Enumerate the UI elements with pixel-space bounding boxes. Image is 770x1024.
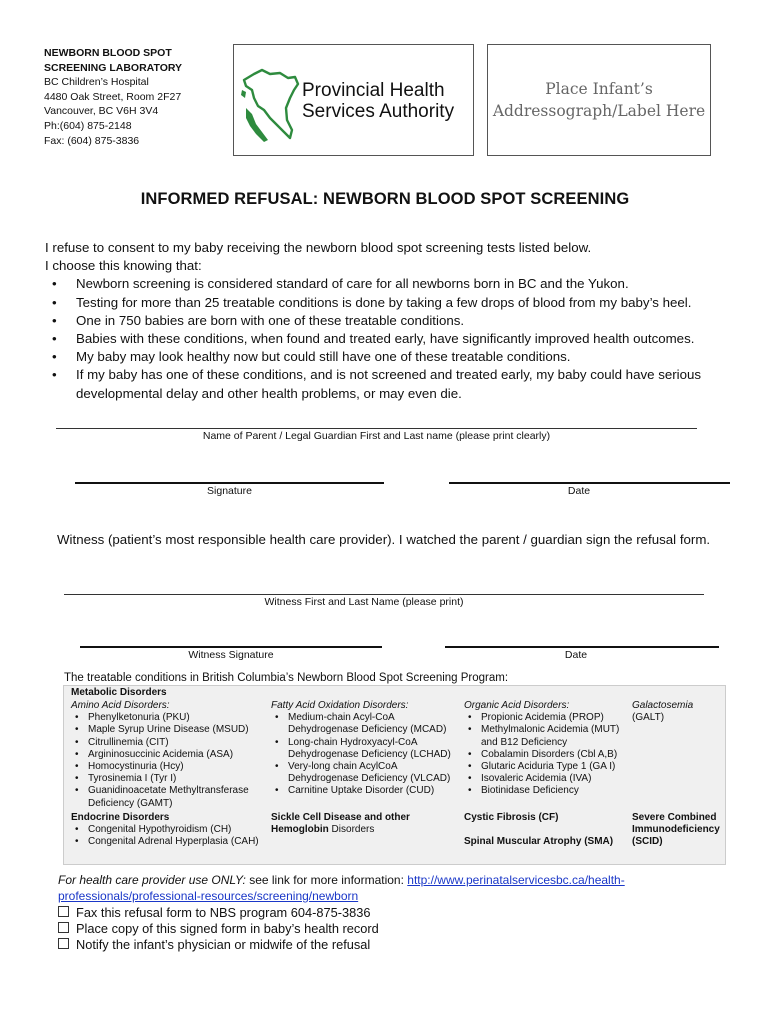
witness-date-field[interactable] <box>445 646 719 648</box>
lab-phone: Ph:(604) 875-2148 <box>44 119 132 132</box>
logo-line2: Services Authority <box>302 101 455 122</box>
refusal-bullet: • If my baby has one of these conditions, and is not screened and treated early, my baby could have serious developmental delay and other health problems, or may even die. <box>45 366 745 402</box>
checklist-item-fax <box>58 905 738 921</box>
refusal-line2: I choose this knowing that: <box>45 258 202 274</box>
refusal-bullet: • One in 750 babies are born with one of these treatable conditions. <box>45 312 745 330</box>
condition-item: • Homocystinuria (Hcy) <box>71 761 263 773</box>
witness-statement: Witness (patient’s most responsible health care provider). I watched the parent / guardian sign the refusal form. <box>57 532 711 547</box>
form-title: INFORMED REFUSAL: NEWBORN BLOOD SPOT SCREENING <box>140 190 630 208</box>
endocrine-heading: Endocrine Disorders <box>71 812 170 823</box>
sickle-cell-suffix: Disorders <box>328 824 375 836</box>
condition-item: • Very-long chain AcylCoA Dehydrogenase Deficiency (VLCAD) <box>271 761 461 785</box>
amino-heading: Amino Acid Disorders: <box>71 700 170 711</box>
nbs-info-link[interactable]: http://www.perinatalservicesbc.ca/health-professionals/professional-resources/screening/newborn <box>58 873 625 903</box>
bc-map-logo-icon <box>240 68 302 148</box>
parent-signature-field[interactable] <box>75 482 384 484</box>
sickle-cell-cell <box>271 812 431 836</box>
checklist-item-notify <box>58 937 738 953</box>
provider-text: see link for more information: <box>245 873 408 887</box>
galactosemia-heading: Galactosemia <box>632 700 694 711</box>
condition-item: • Citrullinemia (CIT) <box>71 737 263 749</box>
fatty-acid-column <box>271 700 461 798</box>
logo-line1: Provincial Health <box>302 80 445 101</box>
witness-date-caption: Date <box>564 649 588 661</box>
checklist-label: Fax this refusal form to NBS program 604-875-3836 <box>76 904 371 920</box>
galactosemia-abbr: (GALT) <box>632 712 665 724</box>
condition-item: • Cobalamin Disorders (Cbl A,B) <box>464 749 628 761</box>
condition-item: • Isovaleric Acidemia (IVA) <box>464 773 628 785</box>
addressograph-label-box <box>487 44 711 156</box>
addressograph-line2: Addressograph/Label Here <box>492 102 706 120</box>
condition-item: • Phenylketonuria (PKU) <box>71 712 263 724</box>
organic-acid-column <box>464 700 628 798</box>
witness-signature-field[interactable] <box>80 646 382 648</box>
lab-street: 4480 Oak Street, Room 2F27 <box>44 90 182 103</box>
provider-note <box>58 873 738 954</box>
metabolic-heading: Metabolic Disorders <box>71 687 167 698</box>
condition-item: • Glutaric Aciduria Type 1 (GA I) <box>464 761 628 773</box>
lab-fax: Fax: (604) 875-3836 <box>44 134 140 147</box>
condition-item: • Argininosuccinic Acidemia (ASA) <box>71 749 263 761</box>
checklist-label: Notify the infant’s physician or midwife of the refusal <box>76 937 371 953</box>
refusal-bullets <box>45 275 745 402</box>
condition-item: • Long-chain Hydroxyacyl-CoA Dehydrogenase Deficiency (LCHAD) <box>271 737 461 761</box>
refusal-bullet: • Newborn screening is considered standard of care for all newborns born in BC and the Yukon. <box>45 275 745 293</box>
refusal-bullet: • Testing for more than 25 treatable conditions is done by taking a few drops of blood from my baby’s heel. <box>45 294 745 312</box>
condition-item: • Maple Syrup Urine Disease (MSUD) <box>71 724 263 736</box>
lab-name-line1: NEWBORN BLOOD SPOT <box>44 47 172 59</box>
sma-cell: Spinal Muscular Atrophy (SMA) <box>464 836 614 847</box>
witness-signature-caption: Witness Signature <box>188 649 274 661</box>
lab-name-line2: SCREENING LABORATORY <box>44 61 183 74</box>
cystic-fibrosis-cell: Cystic Fibrosis (CF) <box>464 812 559 823</box>
refusal-statement <box>45 239 745 403</box>
provider-checklist <box>58 905 738 954</box>
condition-item: • Medium-chain Acyl-CoA Dehydrogenase Deficiency (MCAD) <box>271 712 461 736</box>
parent-signature-caption: Signature <box>207 485 252 497</box>
parent-name-field[interactable] <box>56 428 697 429</box>
witness-name-field[interactable] <box>64 594 704 595</box>
lab-address-block <box>44 46 182 148</box>
conditions-table <box>63 685 726 865</box>
lab-city: Vancouver, BC V6H 3V4 <box>44 105 159 118</box>
condition-item: • Congenital Adrenal Hyperplasia (CAH) <box>71 836 263 848</box>
checkbox-notify[interactable] <box>58 938 69 949</box>
checklist-label: Place copy of this signed form in baby’s health record <box>76 921 379 936</box>
refusal-bullet: • Babies with these conditions, when found and treated early, have significantly improved health outcomes. <box>45 330 745 348</box>
parent-name-caption: Name of Parent / Legal Guardian First and Last name (please print clearly) <box>202 430 551 442</box>
galactosemia-column <box>632 700 724 724</box>
endocrine-column <box>71 812 263 849</box>
fatty-heading: Fatty Acid Oxidation Disorders: <box>271 700 409 711</box>
sickle-cell-heading: Sickle Cell Disease and other Hemoglobin <box>271 812 410 836</box>
condition-item: • Tyrosinemia I (Tyr I) <box>71 773 263 785</box>
condition-item: • Biotinidase Deficiency <box>464 785 628 797</box>
parent-date-field[interactable] <box>449 482 730 484</box>
condition-item: • Congenital Hypothyroidism (CH) <box>71 824 263 836</box>
checklist-item-record <box>58 921 738 937</box>
parent-date-caption: Date <box>567 485 591 497</box>
addressograph-line1: Place Infant’s <box>545 80 653 98</box>
organic-heading: Organic Acid Disorders: <box>464 700 570 711</box>
provider-lead: For health care provider use ONLY: <box>58 873 246 887</box>
refusal-bullet: • My baby may look healthy now but could still have one of these treatable conditions. <box>45 348 745 366</box>
condition-item: • Guanidinoacetate Methyltransferase Deficiency (GAMT) <box>71 785 263 809</box>
scid-cell: Severe Combined Immunodeficiency (SCID) <box>632 812 720 848</box>
conditions-intro: The treatable conditions in British Columbia’s Newborn Blood Spot Screening Program: <box>64 672 509 684</box>
condition-item: • Methylmalonic Acidemia (MUT) and B12 Deficiency <box>464 724 628 748</box>
condition-item: • Propionic Acidemia (PROP) <box>464 712 628 724</box>
lab-hospital: BC Children’s Hospital <box>44 76 149 89</box>
amino-acid-column <box>71 700 263 810</box>
condition-item: • Carnitine Uptake Disorder (CUD) <box>271 785 461 797</box>
checkbox-fax[interactable] <box>58 906 69 917</box>
witness-name-caption: Witness First and Last Name (please print) <box>264 596 464 608</box>
checkbox-record[interactable] <box>58 922 69 933</box>
psha-logo-text <box>302 80 454 122</box>
refusal-line1: I refuse to consent to my baby receiving the newborn blood spot screening tests listed below. <box>45 240 592 255</box>
